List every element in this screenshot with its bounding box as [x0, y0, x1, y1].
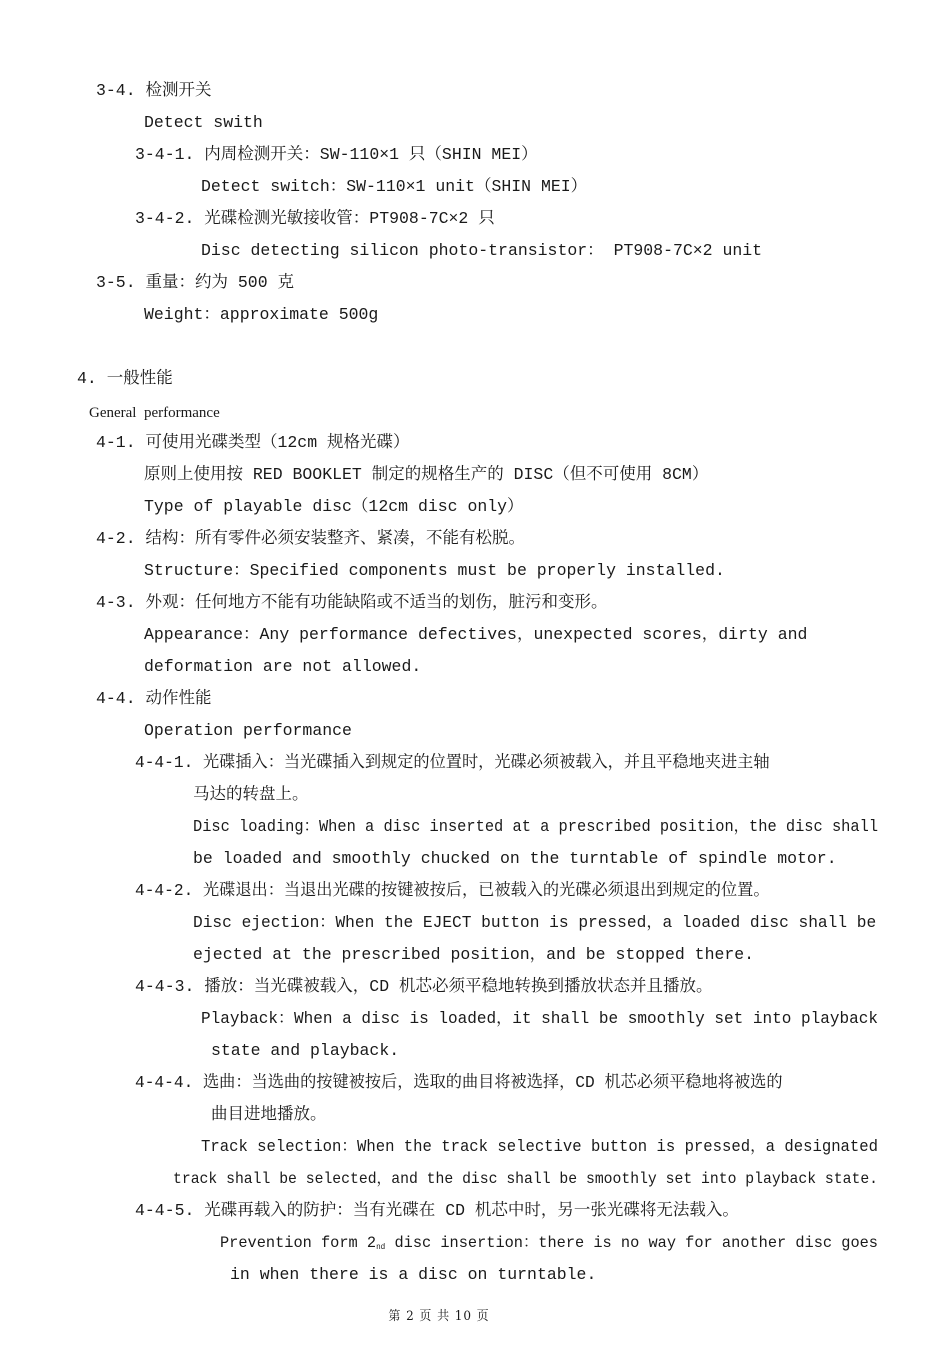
section-3-5-heading: 3-5. 重量：约为 500 克 [96, 273, 295, 292]
section-3-4-english: Detect swith [144, 113, 263, 132]
section-3-4-2-text: 3-4-2. 光碟检测光敏接收管：PT908-7C×2 只 [135, 209, 495, 228]
section-4-4-4-line1: 4-4-4. 选曲：当选曲的按键被按后，选取的曲目将被选择，CD 机芯必须平稳地将被选的 [135, 1074, 783, 1092]
section-4-4-4-english-line1: Track selection：When the track selective button is pressed，a designated [201, 1138, 879, 1156]
section-4-heading: 4. 一般性能 [77, 369, 173, 388]
section-4-1-heading: 4-1. 可使用光碟类型（12cm 规格光碟） [96, 433, 410, 452]
section-4-4-4-line2: 曲目进地播放。 [211, 1105, 327, 1124]
section-3-4-heading: 3-4. 检测开关 [96, 81, 212, 100]
section-4-4-1-english-line1: Disc loading：When a disc inserted at a prescribed position，the disc shall [193, 818, 879, 836]
section-4-3-heading: 4-3. 外观：任何地方不能有功能缺陷或不适当的划伤，脏污和变形。 [96, 593, 608, 612]
section-4-4-3-line1: 4-4-3. 播放：当光碟被载入，CD 机芯必须平稳地转换到播放状态并且播放。 [135, 977, 713, 996]
section-4-english: General performance [89, 405, 220, 421]
page-footer: 第 2 页 共 10 页 [388, 1309, 490, 1324]
section-4-2-heading: 4-2. 结构：所有零件必须安装整齐、紧凑，不能有松脱。 [96, 529, 526, 548]
section-4-3-english-line1: Appearance：Any performance defectives，unexpected scores，dirty and [144, 625, 808, 644]
ordinal-suffix: nd [376, 1243, 386, 1252]
section-3-4-1-english: Detect switch：SW-110×1 unit（SHIN MEI） [201, 177, 588, 196]
section-4-4-heading: 4-4. 动作性能 [96, 689, 212, 708]
section-4-2-english: Structure：Specified components must be properly installed. [144, 561, 725, 580]
section-4-4-5-english-part-b: disc insertion：there is no way for another disc goes [385, 1234, 878, 1252]
section-4-4-1-english-line2: be loaded and smoothly chucked on the turntable of spindle motor. [193, 849, 837, 868]
section-4-4-2-line1: 4-4-2. 光碟退出：当退出光碟的按键被按后，已被载入的光碟必须退出到规定的位置。 [135, 882, 770, 900]
section-4-4-5-line1: 4-4-5. 光碟再载入的防护：当有光碟在 CD 机芯中时，另一张光碟将无法载入。 [135, 1201, 739, 1220]
section-4-4-3-english-line2: state and playback. [211, 1041, 400, 1060]
section-4-4-5-english-part-a: Prevention form 2 [220, 1234, 377, 1252]
section-4-4-2-english-line2: ejected at the prescribed position，and be stopped there. [193, 945, 755, 964]
section-4-4-5-english-line1 [220, 1232, 878, 1257]
section-4-4-1-line2: 马达的转盘上。 [193, 785, 309, 804]
section-3-4-2-english: Disc detecting silicon photo-transistor： PT908-7C×2 unit [201, 241, 763, 260]
section-4-1-line2: 原则上使用按 RED BOOKLET 制定的规格生产的 DISC（但不可使用 8CM） [144, 465, 709, 484]
section-4-4-5-english-line2: in when there is a disc on turntable. [230, 1265, 597, 1284]
section-4-4-2-english-line1: Disc ejection：When the EJECT button is pressed，a loaded disc shall be [193, 914, 877, 932]
section-4-3-english-line2: deformation are not allowed. [144, 657, 422, 676]
section-3-4-1-text: 3-4-1. 内周检测开关：SW-110×1 只（SHIN MEI） [135, 145, 538, 164]
section-4-1-english: Type of playable disc（12cm disc only） [144, 497, 524, 516]
section-4-4-3-english-line1: Playback：When a disc is loaded，it shall be smoothly set into playback [201, 1010, 879, 1028]
section-3-5-english: Weight：approximate 500g [144, 305, 379, 324]
section-4-4-1-line1: 4-4-1. 光碟插入：当光碟插入到规定的位置时，光碟必须被载入，并且平稳地夹进主轴 [135, 754, 770, 772]
section-4-4-english: Operation performance [144, 721, 352, 740]
section-4-4-4-english-line2: track shall be selected，and the disc shall be smoothly set into playback state. [173, 1170, 879, 1188]
